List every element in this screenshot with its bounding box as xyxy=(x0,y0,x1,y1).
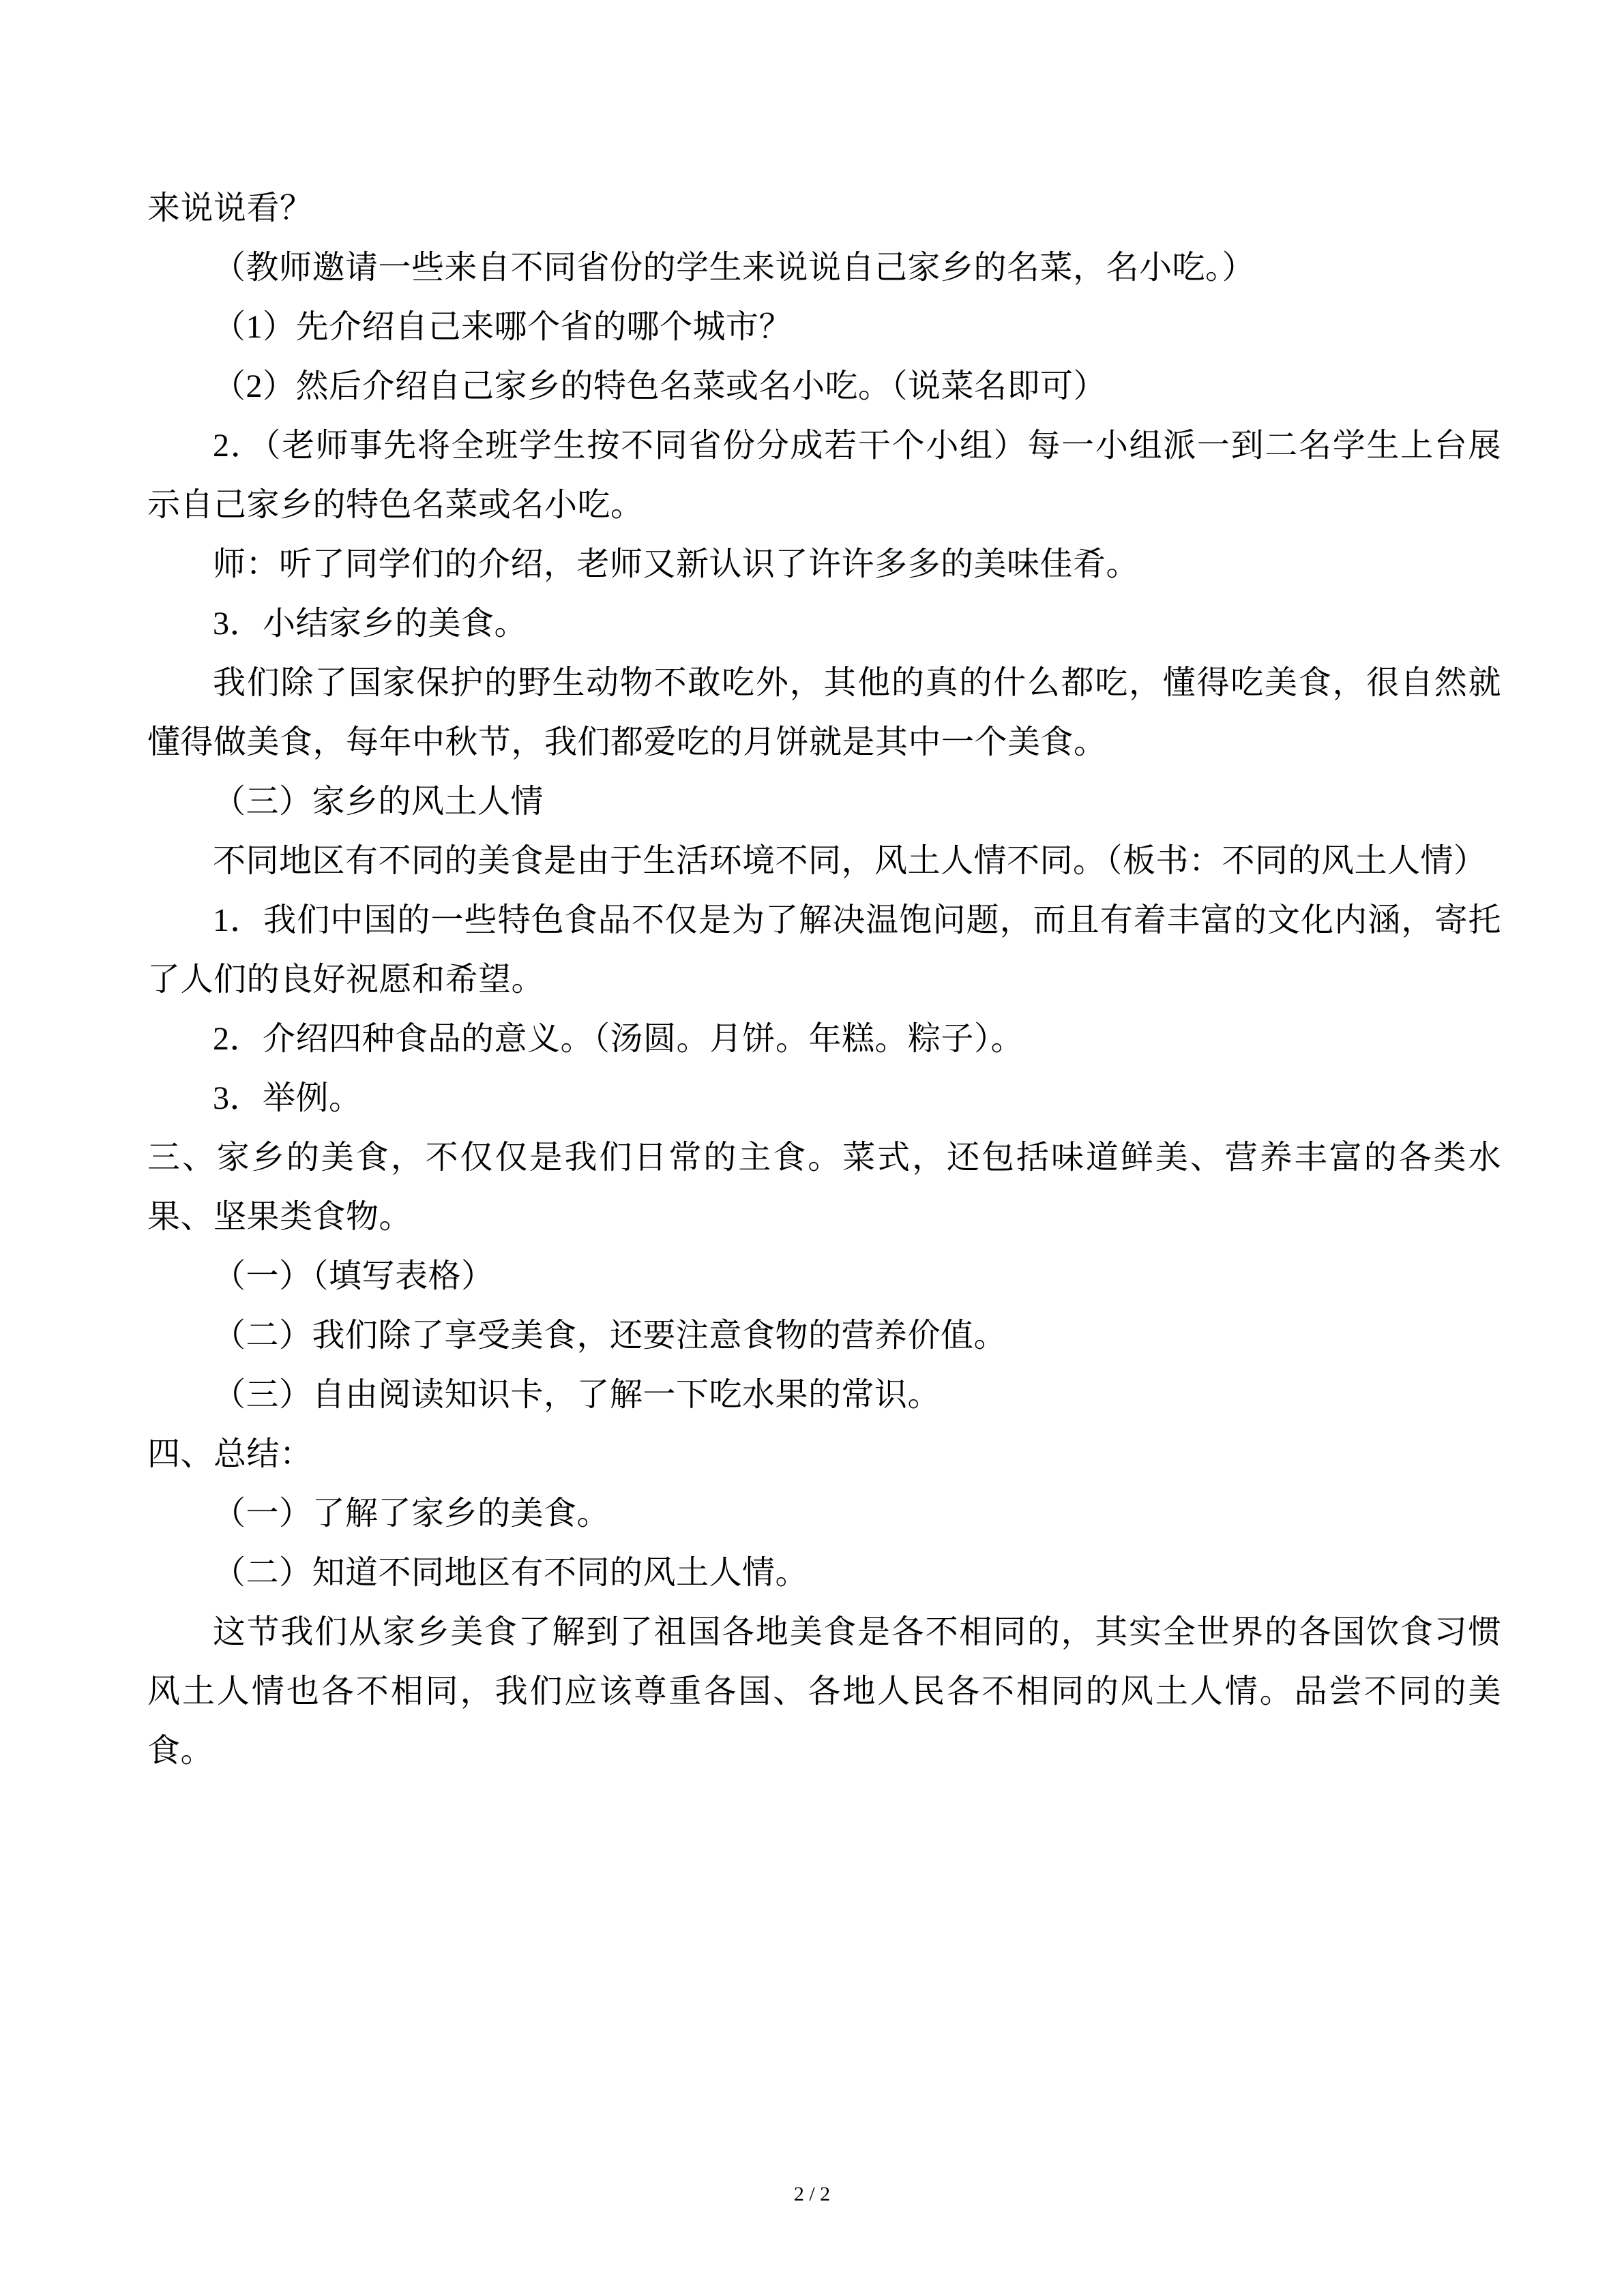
paragraph: （1）先介绍自己来哪个省的哪个城市？ xyxy=(213,309,793,345)
paragraph: （教师邀请一些来自不同省份的学生来说说自己家乡的名菜，名小吃。） xyxy=(213,250,1256,286)
paragraph: 四、总结： xyxy=(147,1436,313,1472)
paragraph: （三）家乡的风土人情 xyxy=(213,784,544,820)
paragraph: 我们除了国家保护的野生动物不敢吃外，其他的真的什么都吃，懂得吃美食，很自然就懂得做美食，每年中秋节，我们都爱吃的月饼就是其中一个美食。 xyxy=(147,665,1501,760)
paragraph: （三）自由阅读知识卡，了解一下吃水果的常识。 xyxy=(213,1377,941,1413)
paragraph: 2．介绍四种食品的意义。（汤圆。月饼。年糕。粽子）。 xyxy=(213,1021,1024,1057)
paragraph: 来说说看？ xyxy=(147,190,313,226)
paragraph: 三、家乡的美食，不仅仅是我们日常的主食。菜式，还包括味道鲜美、营养丰富的各类水果、坚果类食物。 xyxy=(147,1139,1501,1235)
paragraph: （一）了解了家乡的美食。 xyxy=(213,1495,610,1532)
paragraph: （2）然后介绍自己家乡的特色名菜或名小吃。（说菜名即可） xyxy=(213,368,1107,404)
document-body xyxy=(147,179,1501,1780)
paragraph: （二）我们除了享受美食，还要注意食物的营养价值。 xyxy=(213,1317,1007,1354)
paragraph: 师：听了同学们的介绍，老师又新认识了许许多多的美味佳肴。 xyxy=(213,546,1140,582)
paragraph: （一）（填写表格） xyxy=(213,1258,494,1294)
page-number: 2 / 2 xyxy=(793,2183,831,2205)
paragraph: （二）知道不同地区有不同的风土人情。 xyxy=(213,1555,809,1591)
paragraph: 这节我们从家乡美食了解到了祖国各地美食是各不相同的，其实全世界的各国饮食习惯风土人情也各不相同，我们应该尊重各国、各地人民各不相同的风土人情。品尝不同的美食。 xyxy=(147,1614,1501,1769)
paragraph: 不同地区有不同的美食是由于生活环境不同，风土人情不同。（板书：不同的风土人情） xyxy=(213,843,1487,879)
paragraph: 1．我们中国的一些特色食品不仅是为了解决温饱问题，而且有着丰富的文化内涵，寄托了人们的良好祝愿和希望。 xyxy=(147,902,1501,998)
paragraph: 3．小结家乡的美食。 xyxy=(213,606,528,642)
paragraph: 3．举例。 xyxy=(213,1080,362,1116)
paragraph: 2．（老师事先将全班学生按不同省份分成若干个小组）每一小组派一到二名学生上台展示自己家乡的特色名菜或名小吃。 xyxy=(147,428,1501,523)
